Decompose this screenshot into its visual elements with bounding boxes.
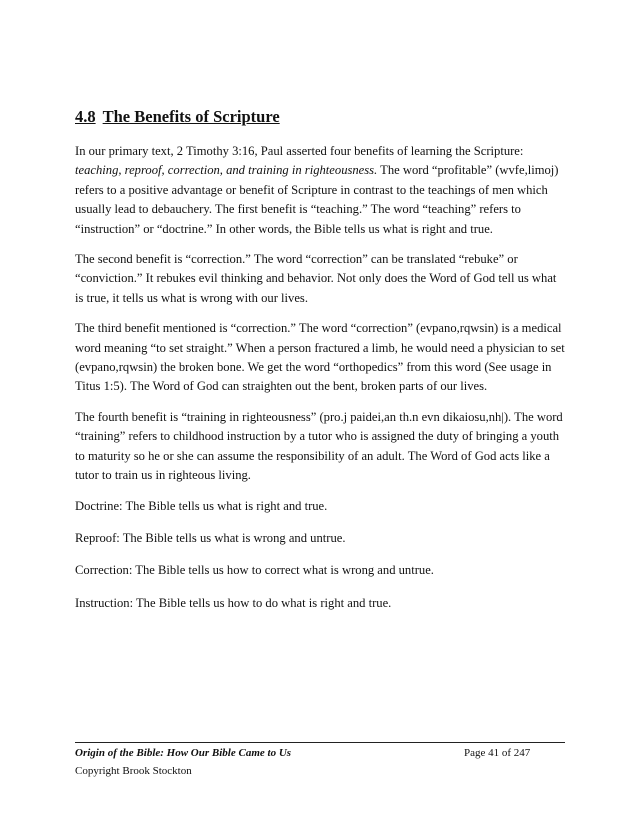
footer-divider (75, 742, 565, 743)
section-title: The Benefits of Scripture (102, 107, 280, 126)
paragraph-benefits-intro (75, 142, 565, 239)
summary-instruction: Instruction: The Bible tells us how to do what is right and true. (75, 595, 392, 610)
footer-book-title: Origin of the Bible: How Our Bible Came to Us (75, 747, 292, 759)
page-content (75, 106, 565, 626)
section-number: 4.8 (75, 107, 96, 126)
paragraph-italic-text: teaching, reproof, correction, and training in righteousness. (75, 163, 378, 178)
paragraph-third-benefit: The third benefit mentioned is “correction.” The word “correction” (evpano,rqwsin) is a medical word meaning “to set straight.” When a person fractured a limb, he would need a physician to set (evpano,rqwsin) the broken bone. We get the word “orthopedics” from this word (See usage in Titus 1:5). The Word of God can straighten out the bent, broken parts of our lives. (75, 321, 565, 394)
footer-page-number: Page 41 of 247 (464, 747, 531, 759)
summary-correction: Correction: The Bible tells us how to correct what is wrong and untrue. (75, 563, 434, 578)
paragraph-second-benefit: The second benefit is “correction.” The word “correction” can be translated “rebuke” or “conviction.” It rebukes evil thinking and behavior. Not only does the Word of God tell us what is true, it tells us what is wrong with our lives. (75, 252, 557, 305)
paragraph-fourth-benefit: The fourth benefit is “training in righteousness” (pro.j paidei,an th.n evn dikaiosu,nh|). The word “training” refers to childhood instruction by a tutor who is assigned the duty of bringing a youth to maturity so he or she can assume the responsibility of an adult. The Word of God acts like a tutor to train us in righteous living. (75, 409, 563, 483)
paragraph-text: In our primary text, 2 Timothy 3:16, Paul asserted four benefits of learning the Scripture: (75, 144, 524, 158)
section-heading (75, 106, 565, 128)
summary-reproof: Reproof: The Bible tells us what is wrong and untrue. (75, 530, 346, 545)
paragraph-text: The word “profitable” (wvfe,limoj) refers to a positive advantage or benefit of Scripture in contrast to the teachings of men which usually lead to debauchery. The first benefit is “teaching.” The word “teaching” refers to “instruction” or “doctrine.” In other words, the Bible tells us what is right and true. (75, 163, 559, 236)
summary-doctrine: Doctrine: The Bible tells us what is right and true. (75, 498, 328, 513)
footer-copyright: Copyright Brook Stockton (75, 765, 192, 777)
